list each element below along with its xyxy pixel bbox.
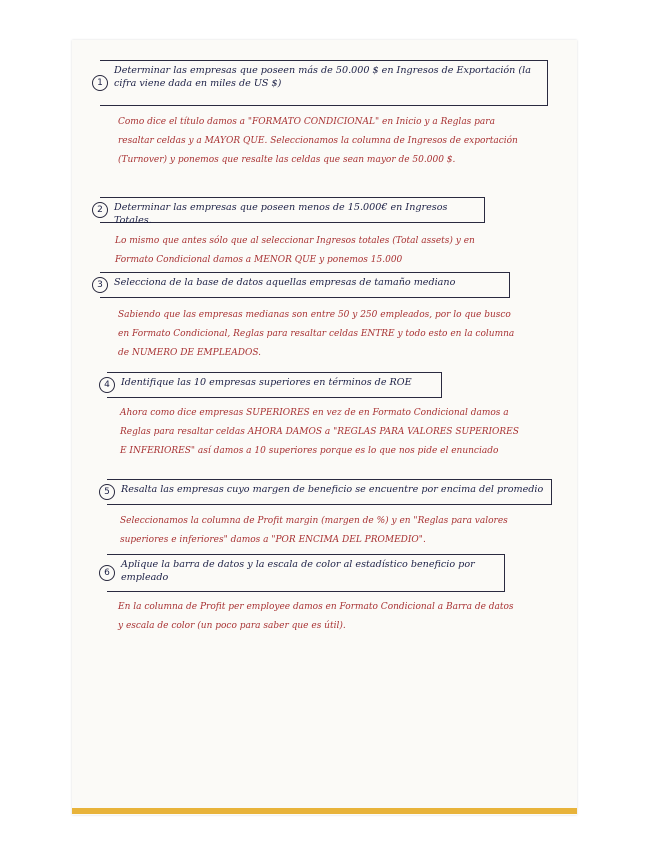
question-box xyxy=(97,272,510,298)
question-number: 1 xyxy=(92,75,108,91)
question-box xyxy=(97,197,485,226)
question-text: Identifique las 10 empresas superiores en términos de ROE xyxy=(121,377,412,388)
question-box xyxy=(104,554,505,592)
question-text: Selecciona de la base de datos aquellas empresas de tamaño mediano xyxy=(114,277,456,288)
answer-text: Sabiendo que las empresas medianas son entre 50 y 250 empleados, por lo que busco en Formato Condicional, Reglas para resaltar celdas ENTRE y todo esto en la columna de NUMERO DE EMPLEADOS. xyxy=(118,310,515,358)
question-box xyxy=(104,479,552,505)
answer-text: En la columna de Profit per employee damos en Formato Condicional a Barra de datos y escala de color (un poco para saber que es útil). xyxy=(118,602,514,631)
answer-text: Ahora como dice empresas SUPERIORES en vez de en Formato Condicional damos a Reglas para resaltar celdas AHORA DAMOS a "REGLAS PARA VALORES SUPERIORES E INFERIORES" así damos a 10 superiores porque es lo que nos pide el enunciado xyxy=(120,408,519,456)
answer-text: Lo mismo que antes sólo que al seleccionar Ingresos totales (Total assets) y en Formato Condicional damos a MENOR QUE y ponemos 15.000 xyxy=(115,236,475,265)
question-text: Determinar las empresas que poseen más de 50.000 $ en Ingresos de Exportación (la cifra viene dada en miles de US $) xyxy=(114,65,531,89)
question-text: Aplique la barra de datos y la escala de color al estadístico beneficio por empleado xyxy=(121,559,475,583)
question-number: 4 xyxy=(99,377,115,393)
page-bottom-edge xyxy=(72,808,577,814)
answer-text: Como dice el título damos a "FORMATO CONDICIONAL" en Inicio y a Reglas para resaltar celdas y a MAYOR QUE. Seleccionamos la columna de Ingresos de exportación (Turnover) y ponemos que resalte las celdas que sean mayor de 50.000 $. xyxy=(118,117,518,165)
question-number: 6 xyxy=(99,565,115,581)
question-number: 3 xyxy=(92,277,108,293)
question-number: 2 xyxy=(92,202,108,218)
question-box xyxy=(97,60,548,106)
question-box xyxy=(104,372,442,398)
question-text: Determinar las empresas que poseen menos de 15.000€ en Ingresos Totales. xyxy=(114,202,448,226)
question-text: Resalta las empresas cuyo margen de beneficio se encuentre por encima del promedio xyxy=(121,484,544,495)
answer-text: Seleccionamos la columna de Profit margin (margen de %) y en "Reglas para valores superiores e inferiores" damos a "POR ENCIMA DEL PROMEDIO". xyxy=(120,516,508,545)
question-number: 5 xyxy=(99,484,115,500)
